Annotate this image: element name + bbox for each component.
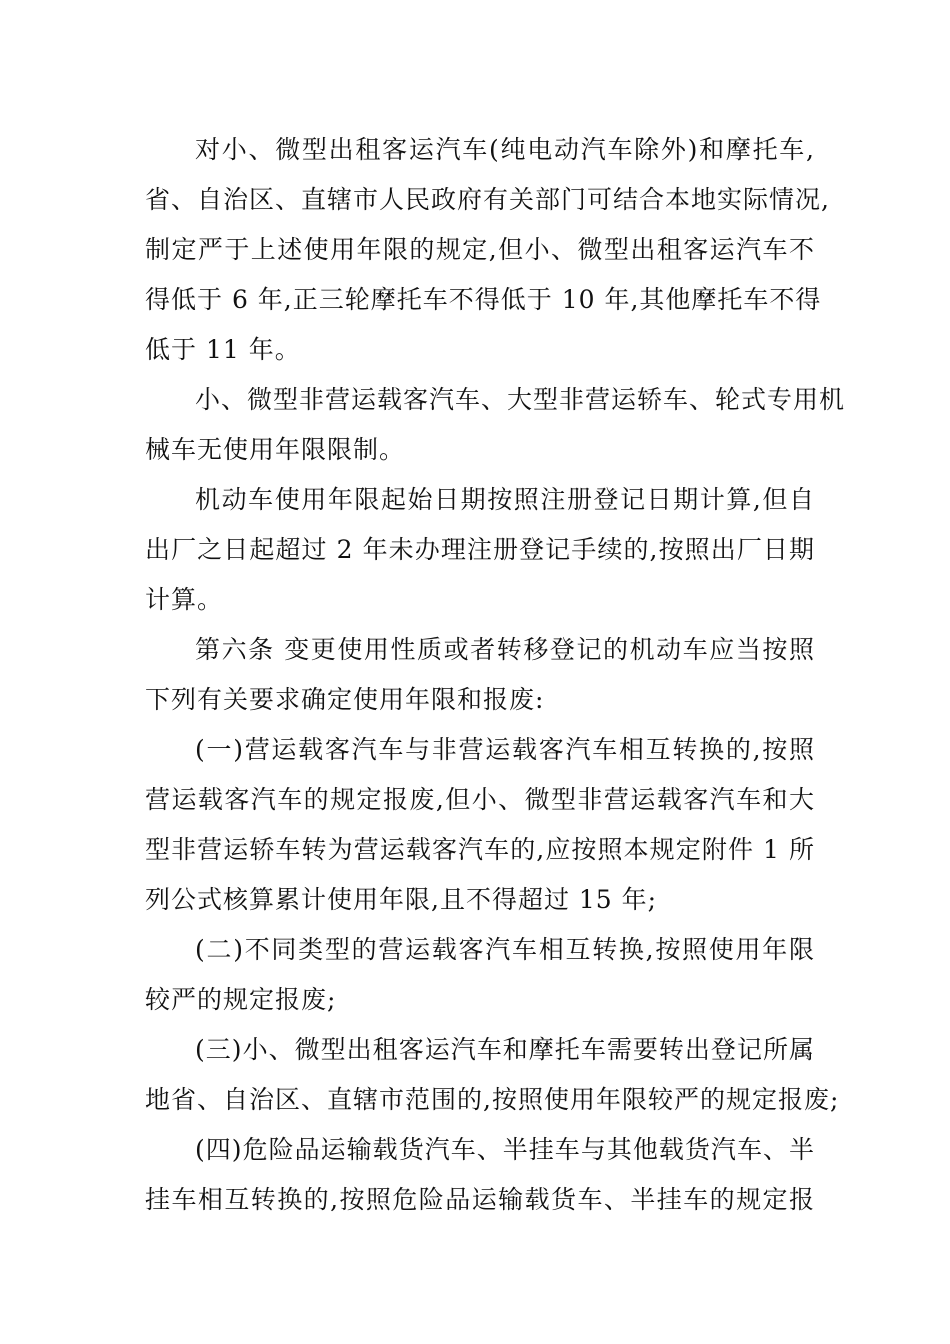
clause-2-line-1: (二)不同类型的营运载客汽车相互转换,按照使用年限 xyxy=(195,935,815,964)
clause-1-line-1: (一)营运载客汽车与非营运载客汽车相互转换的,按照 xyxy=(195,735,815,764)
clause-3-line-2: 地省、自治区、直辖市范围的,按照使用年限较严的规定报废; xyxy=(145,1085,840,1114)
text-line-2: 省、自治区、直辖市人民政府有关部门可结合本地实际情况, xyxy=(145,185,830,214)
text-line-8: 机动车使用年限起始日期按照注册登记日期计算,但自 xyxy=(195,485,815,514)
text-line-3: 制定严于上述使用年限的规定,但小、微型出租客运汽车不 xyxy=(145,235,815,264)
clause-1-line-4: 列公式核算累计使用年限,且不得超过 15 年; xyxy=(145,885,658,914)
clause-4-line-2: 挂车相互转换的,按照危险品运输载货车、半挂车的规定报 xyxy=(145,1185,815,1214)
text-line-6: 小、微型非营运载客汽车、大型非营运轿车、轮式专用机 xyxy=(195,385,846,414)
text-line-7: 械车无使用年限限制。 xyxy=(145,435,406,464)
text-line-4: 得低于 6 年,正三轮摩托车不得低于 10 年,其他摩托车不得 xyxy=(145,285,822,314)
clause-1-line-3: 型非营运轿车转为营运载客汽车的,应按照本规定附件 1 所 xyxy=(145,835,815,864)
text-line-1: 对小、微型出租客运汽车(纯电动汽车除外)和摩托车, xyxy=(195,135,815,164)
text-line-10: 计算。 xyxy=(145,585,224,614)
text-line-5: 低于 11 年。 xyxy=(145,335,301,364)
clause-2-line-2: 较严的规定报废; xyxy=(145,985,337,1014)
text-line-12: 下列有关要求确定使用年限和报废: xyxy=(145,685,545,714)
clause-1-line-2: 营运载客汽车的规定报废,但小、微型非营运载客汽车和大 xyxy=(145,785,815,814)
text-line-9: 出厂之日起超过 2 年未办理注册登记手续的,按照出厂日期 xyxy=(145,535,815,564)
article-6-heading-line: 第六条 变更使用性质或者转移登记的机动车应当按照 xyxy=(195,635,815,664)
clause-4-line-1: (四)危险品运输载货汽车、半挂车与其他载货汽车、半 xyxy=(195,1135,815,1164)
clause-3-line-1: (三)小、微型出租客运汽车和摩托车需要转出登记所属 xyxy=(195,1035,815,1064)
